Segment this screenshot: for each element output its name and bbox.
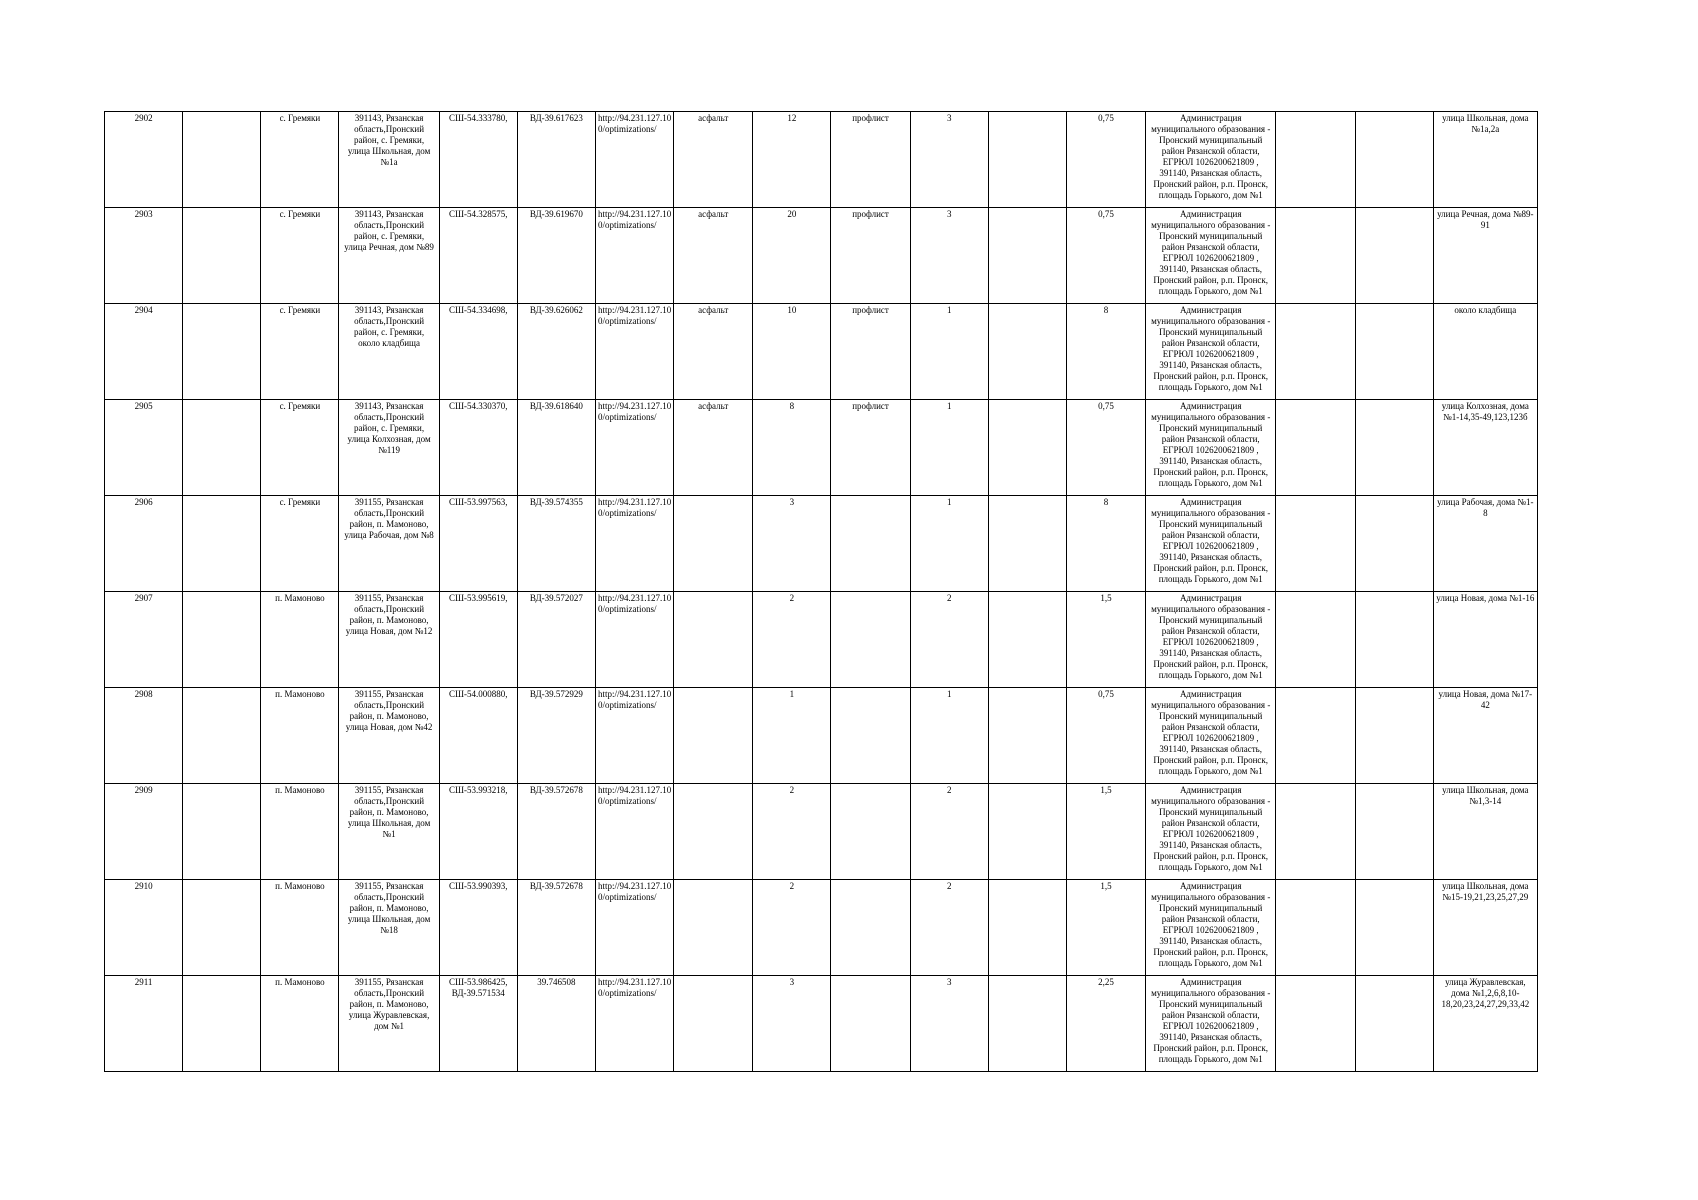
empty-cell — [1276, 400, 1355, 496]
owner-admin-cell: Администрация муниципального образования - Пронский муниципальный район Рязанской области, ЕГРЮЛ 1026200621809 , 391140, Рязанская область, Пронский район, р.п. Пронск, площадь Горького, дом №1 — [1146, 208, 1276, 304]
locality-cell: п. Мамоново — [261, 592, 339, 688]
locality-cell: п. Мамоново — [261, 784, 339, 880]
served-addresses-cell: улица Новая, дома №1-16 — [1433, 592, 1537, 688]
volume-cell: 1,5 — [1066, 592, 1145, 688]
area-cell: 10 — [753, 304, 831, 400]
empty-cell — [183, 496, 261, 592]
empty-cell — [1355, 400, 1433, 496]
url-cell[interactable]: http://94.231.127.10 0/optimizations/ — [595, 688, 673, 784]
owner-admin-cell: Администрация муниципального образования - Пронский муниципальный район Рязанской области, ЕГРЮЛ 1026200621809 , 391140, Рязанская область, Пронский район, р.п. Пронск, площадь Горького, дом №1 — [1146, 304, 1276, 400]
locality-cell: с. Гремяки — [261, 208, 339, 304]
empty-cell — [988, 400, 1066, 496]
locality-cell: п. Мамоново — [261, 976, 339, 1072]
address-cell: 391155, Рязанская область,Пронский район, п. Мамоново, улица Школьная, дом №1 — [339, 784, 439, 880]
fence-cell — [831, 784, 910, 880]
row-number-cell: 2910 — [105, 880, 183, 976]
empty-cell — [183, 688, 261, 784]
empty-cell — [988, 976, 1066, 1072]
area-cell: 3 — [753, 496, 831, 592]
empty-cell — [183, 976, 261, 1072]
table-row — [105, 688, 1538, 784]
surface-cell — [674, 784, 753, 880]
surface-cell — [674, 592, 753, 688]
fence-cell — [831, 496, 910, 592]
url-cell[interactable]: http://94.231.127.10 0/optimizations/ — [595, 400, 673, 496]
address-cell: 391143, Рязанская область,Пронский район, с. Гремяки, около кладбища — [339, 304, 439, 400]
longitude-cell: ВД-39.618640 — [517, 400, 595, 496]
surface-cell — [674, 976, 753, 1072]
url-cell[interactable]: http://94.231.127.10 0/optimizations/ — [595, 592, 673, 688]
fence-cell — [831, 976, 910, 1072]
empty-cell — [1276, 208, 1355, 304]
latitude-cell: СШ-53.995619, — [439, 592, 517, 688]
owner-admin-cell: Администрация муниципального образования - Пронский муниципальный район Рязанской области, ЕГРЮЛ 1026200621809 , 391140, Рязанская область, Пронский район, р.п. Пронск, площадь Горького, дом №1 — [1146, 592, 1276, 688]
volume-cell: 1,5 — [1066, 880, 1145, 976]
url-cell[interactable]: http://94.231.127.10 0/optimizations/ — [595, 112, 673, 208]
locality-cell: п. Мамоново — [261, 688, 339, 784]
latitude-cell: СШ-54.334698, — [439, 304, 517, 400]
owner-admin-cell: Администрация муниципального образования - Пронский муниципальный район Рязанской области, ЕГРЮЛ 1026200621809 , 391140, Рязанская область, Пронский район, р.п. Пронск, площадь Горького, дом №1 — [1146, 880, 1276, 976]
latitude-cell: СШ-54.000880, — [439, 688, 517, 784]
row-number-cell: 2902 — [105, 112, 183, 208]
row-number-cell: 2907 — [105, 592, 183, 688]
containers-count-cell: 2 — [910, 880, 988, 976]
empty-cell — [183, 112, 261, 208]
empty-cell — [988, 304, 1066, 400]
fence-cell: профлист — [831, 304, 910, 400]
empty-cell — [183, 304, 261, 400]
locality-cell: с. Гремяки — [261, 112, 339, 208]
latitude-cell: СШ-53.997563, — [439, 496, 517, 592]
address-cell: 391155, Рязанская область,Пронский район, п. Мамоново, улица Рабочая, дом №8 — [339, 496, 439, 592]
locality-cell: с. Гремяки — [261, 400, 339, 496]
served-addresses-cell: улица Речная, дома №89-91 — [1433, 208, 1537, 304]
owner-admin-cell: Администрация муниципального образования - Пронский муниципальный район Рязанской области, ЕГРЮЛ 1026200621809 , 391140, Рязанская область, Пронский район, р.п. Пронск, площадь Горького, дом №1 — [1146, 784, 1276, 880]
registry-table — [104, 111, 1538, 1072]
empty-cell — [988, 880, 1066, 976]
empty-cell — [1355, 496, 1433, 592]
table-row — [105, 400, 1538, 496]
volume-cell: 1,5 — [1066, 784, 1145, 880]
address-cell: 391143, Рязанская область,Пронский район, с. Гремяки, улица Речная, дом №89 — [339, 208, 439, 304]
empty-cell — [1276, 112, 1355, 208]
served-addresses-cell: улица Рабочая, дома №1-8 — [1433, 496, 1537, 592]
area-cell: 2 — [753, 592, 831, 688]
longitude-cell: ВД-39.626062 — [517, 304, 595, 400]
containers-count-cell: 1 — [910, 400, 988, 496]
url-cell[interactable]: http://94.231.127.10 0/optimizations/ — [595, 880, 673, 976]
empty-cell — [1276, 304, 1355, 400]
surface-cell: асфальт — [674, 400, 753, 496]
row-number-cell: 2911 — [105, 976, 183, 1072]
locality-cell: п. Мамоново — [261, 880, 339, 976]
surface-cell: асфальт — [674, 304, 753, 400]
owner-admin-cell: Администрация муниципального образования - Пронский муниципальный район Рязанской области, ЕГРЮЛ 1026200621809 , 391140, Рязанская область, Пронский район, р.п. Пронск, площадь Горького, дом №1 — [1146, 976, 1276, 1072]
surface-cell: асфальт — [674, 112, 753, 208]
containers-count-cell: 3 — [910, 112, 988, 208]
area-cell: 1 — [753, 688, 831, 784]
served-addresses-cell: улица Школьная, дома №1а,2а — [1433, 112, 1537, 208]
area-cell: 3 — [753, 976, 831, 1072]
empty-cell — [1276, 976, 1355, 1072]
url-cell[interactable]: http://94.231.127.10 0/optimizations/ — [595, 496, 673, 592]
empty-cell — [1355, 592, 1433, 688]
url-cell[interactable]: http://94.231.127.10 0/optimizations/ — [595, 208, 673, 304]
volume-cell: 0,75 — [1066, 112, 1145, 208]
served-addresses-cell: улица Колхозная, дома №1-14,35-49,123,123б — [1433, 400, 1537, 496]
row-number-cell: 2903 — [105, 208, 183, 304]
surface-cell: асфальт — [674, 208, 753, 304]
owner-admin-cell: Администрация муниципального образования - Пронский муниципальный район Рязанской области, ЕГРЮЛ 1026200621809 , 391140, Рязанская область, Пронский район, р.п. Пронск, площадь Горького, дом №1 — [1146, 688, 1276, 784]
table-row — [105, 784, 1538, 880]
address-cell: 391155, Рязанская область,Пронский район, п. Мамоново, улица Новая, дом №12 — [339, 592, 439, 688]
volume-cell: 0,75 — [1066, 400, 1145, 496]
longitude-cell: 39.746508 — [517, 976, 595, 1072]
url-cell[interactable]: http://94.231.127.10 0/optimizations/ — [595, 976, 673, 1072]
empty-cell — [1355, 784, 1433, 880]
longitude-cell: ВД-39.574355 — [517, 496, 595, 592]
served-addresses-cell: улица Журавлевская, дома №1,2,6,8,10-18,20,23,24,27,29,33,42 — [1433, 976, 1537, 1072]
containers-count-cell: 2 — [910, 592, 988, 688]
longitude-cell: ВД-39.572929 — [517, 688, 595, 784]
area-cell: 2 — [753, 784, 831, 880]
empty-cell — [183, 592, 261, 688]
row-number-cell: 2904 — [105, 304, 183, 400]
volume-cell: 0,75 — [1066, 688, 1145, 784]
longitude-cell: ВД-39.619670 — [517, 208, 595, 304]
empty-cell — [1276, 592, 1355, 688]
latitude-cell: СШ-54.333780, — [439, 112, 517, 208]
address-cell: 391155, Рязанская область,Пронский район, п. Мамоново, улица Новая, дом №42 — [339, 688, 439, 784]
containers-count-cell: 2 — [910, 784, 988, 880]
table-row — [105, 304, 1538, 400]
latitude-cell: СШ-54.328575, — [439, 208, 517, 304]
longitude-cell: ВД-39.572027 — [517, 592, 595, 688]
empty-cell — [183, 880, 261, 976]
table-row — [105, 112, 1538, 208]
fence-cell — [831, 880, 910, 976]
empty-cell — [183, 784, 261, 880]
longitude-cell: ВД-39.572678 — [517, 784, 595, 880]
row-number-cell: 2909 — [105, 784, 183, 880]
empty-cell — [1276, 496, 1355, 592]
table-row — [105, 496, 1538, 592]
row-number-cell: 2905 — [105, 400, 183, 496]
area-cell: 2 — [753, 880, 831, 976]
containers-count-cell: 1 — [910, 688, 988, 784]
empty-cell — [1276, 880, 1355, 976]
volume-cell: 8 — [1066, 304, 1145, 400]
empty-cell — [1355, 304, 1433, 400]
fence-cell: профлист — [831, 208, 910, 304]
address-cell: 391143, Рязанская область,Пронский район, с. Гремяки, улица Школьная, дом №1а — [339, 112, 439, 208]
locality-cell: с. Гремяки — [261, 496, 339, 592]
row-number-cell: 2906 — [105, 496, 183, 592]
surface-cell — [674, 688, 753, 784]
longitude-cell: ВД-39.572678 — [517, 880, 595, 976]
address-cell: 391155, Рязанская область,Пронский район, п. Мамоново, улица Школьная, дом №18 — [339, 880, 439, 976]
address-cell: 391143, Рязанская область,Пронский район, с. Гремяки, улица Колхозная, дом №119 — [339, 400, 439, 496]
surface-cell — [674, 880, 753, 976]
empty-cell — [988, 688, 1066, 784]
surface-cell — [674, 496, 753, 592]
owner-admin-cell: Администрация муниципального образования - Пронский муниципальный район Рязанской области, ЕГРЮЛ 1026200621809 , 391140, Рязанская область, Пронский район, р.п. Пронск, площадь Горького, дом №1 — [1146, 496, 1276, 592]
url-cell[interactable]: http://94.231.127.10 0/optimizations/ — [595, 784, 673, 880]
empty-cell — [988, 496, 1066, 592]
table-row — [105, 208, 1538, 304]
containers-count-cell: 3 — [910, 208, 988, 304]
containers-count-cell: 1 — [910, 304, 988, 400]
table-row — [105, 880, 1538, 976]
fence-cell — [831, 688, 910, 784]
empty-cell — [988, 208, 1066, 304]
owner-admin-cell: Администрация муниципального образования - Пронский муниципальный район Рязанской области, ЕГРЮЛ 1026200621809 , 391140, Рязанская область, Пронский район, р.п. Пронск, площадь Горького, дом №1 — [1146, 400, 1276, 496]
locality-cell: с. Гремяки — [261, 304, 339, 400]
latitude-cell: СШ-53.993218, — [439, 784, 517, 880]
served-addresses-cell: улица Школьная, дома №15-19,21,23,25,27,29 — [1433, 880, 1537, 976]
fence-cell: профлист — [831, 400, 910, 496]
latitude-cell: СШ-53.986425, ВД-39.571534 — [439, 976, 517, 1072]
table-row — [105, 592, 1538, 688]
empty-cell — [988, 112, 1066, 208]
latitude-cell: СШ-54.330370, — [439, 400, 517, 496]
empty-cell — [1355, 208, 1433, 304]
empty-cell — [988, 592, 1066, 688]
volume-cell: 0,75 — [1066, 208, 1145, 304]
url-cell[interactable]: http://94.231.127.10 0/optimizations/ — [595, 304, 673, 400]
area-cell: 8 — [753, 400, 831, 496]
latitude-cell: СШ-53.990393, — [439, 880, 517, 976]
area-cell: 20 — [753, 208, 831, 304]
containers-count-cell: 1 — [910, 496, 988, 592]
served-addresses-cell: около кладбища — [1433, 304, 1537, 400]
empty-cell — [1355, 976, 1433, 1072]
longitude-cell: ВД-39.617623 — [517, 112, 595, 208]
empty-cell — [1355, 880, 1433, 976]
area-cell: 12 — [753, 112, 831, 208]
empty-cell — [1355, 112, 1433, 208]
empty-cell — [1276, 784, 1355, 880]
empty-cell — [988, 784, 1066, 880]
row-number-cell: 2908 — [105, 688, 183, 784]
owner-admin-cell: Администрация муниципального образования - Пронский муниципальный район Рязанской области, ЕГРЮЛ 1026200621809 , 391140, Рязанская область, Пронский район, р.п. Пронск, площадь Горького, дом №1 — [1146, 112, 1276, 208]
empty-cell — [183, 208, 261, 304]
address-cell: 391155, Рязанская область,Пронский район, п. Мамоново, улица Журавлевская, дом №1 — [339, 976, 439, 1072]
volume-cell: 2,25 — [1066, 976, 1145, 1072]
empty-cell — [1276, 688, 1355, 784]
volume-cell: 8 — [1066, 496, 1145, 592]
empty-cell — [183, 400, 261, 496]
table-row — [105, 976, 1538, 1072]
fence-cell: профлист — [831, 112, 910, 208]
containers-count-cell: 3 — [910, 976, 988, 1072]
empty-cell — [1355, 688, 1433, 784]
served-addresses-cell: улица Школьная, дома №1,3-14 — [1433, 784, 1537, 880]
served-addresses-cell: улица Новая, дома №17-42 — [1433, 688, 1537, 784]
fence-cell — [831, 592, 910, 688]
